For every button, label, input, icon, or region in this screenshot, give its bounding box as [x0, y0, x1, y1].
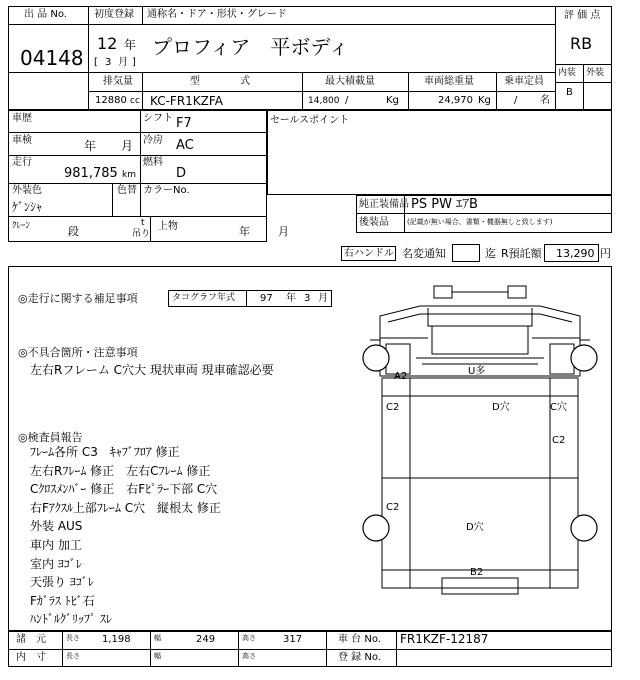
r-deposit-label: R預託額	[501, 247, 542, 260]
displacement-unit: cc	[130, 96, 140, 106]
inspection-month-unit: 月	[121, 139, 134, 153]
ac-label: 冷房	[143, 135, 163, 146]
inner-length-label: 長さ	[66, 652, 80, 660]
name-change-box	[452, 244, 480, 262]
history-label: 車歴	[12, 113, 32, 124]
interior-label: 内装	[558, 68, 577, 78]
inspection-year-unit: 年	[84, 139, 97, 153]
exterior-label: 外装	[586, 68, 605, 78]
ext-color-label: 外装色	[12, 185, 42, 196]
crane-ton-unit: t	[141, 218, 145, 228]
aftermarket-label: 後装品	[359, 217, 389, 228]
lot-label: 出 品 No.	[24, 9, 67, 20]
report-line: 車内 加工	[30, 537, 82, 552]
model-code: KC-FR1KZFA	[150, 94, 223, 108]
color-change-label: 色替	[117, 185, 137, 196]
lost-label: 迄	[485, 247, 496, 260]
defects-label: ◎不具合箇所・注意事項	[18, 346, 138, 359]
damage-label: C2	[386, 502, 400, 513]
mileage-value: 981,785	[64, 166, 118, 181]
damage-label: D穴	[466, 522, 484, 533]
mounted-label: 上物	[158, 221, 178, 232]
report-line: Fｶﾞﾗｽ ﾄﾋﾞ石	[30, 593, 95, 608]
damage-label: A2	[394, 371, 408, 382]
damage-label: U多	[468, 366, 486, 377]
report-line: 左右Rﾌﾚｰﾑ 修正 左右Cﾌﾚｰﾑ 修正	[30, 463, 211, 478]
report-line: ﾌﾚｰﾑ各所 C3 ｷｬﾌﾞﾌﾛｱ 修正	[30, 445, 180, 459]
gross-weight-label: 車両総重量	[424, 76, 474, 87]
width-value: 249	[196, 634, 216, 645]
report-line: 外装 AUS	[30, 519, 83, 534]
reg-no-label: 登 録 No.	[338, 652, 381, 663]
damage-label: C2	[386, 402, 400, 413]
max-load-unit: Kg	[386, 95, 399, 106]
displacement-value: 12880	[95, 95, 127, 106]
height-label: 高さ	[242, 634, 256, 642]
interior-grade: B	[566, 87, 573, 98]
inspection-label: 車検	[12, 135, 32, 146]
max-load-value: 14,800	[308, 96, 340, 106]
reg-year: 12	[97, 34, 118, 53]
mileage-unit: km	[122, 170, 136, 180]
overall-grade: RB	[570, 34, 593, 53]
tacho-month-unit: 月	[318, 293, 328, 304]
name-change-label: 名変通知	[402, 247, 446, 260]
model-type-label: 型 式	[190, 76, 250, 87]
r-deposit-value: 13,290	[556, 247, 595, 260]
damage-label: B2	[470, 567, 484, 578]
tacho-year: 97	[260, 293, 273, 304]
first-reg-label: 初度登録	[94, 9, 134, 20]
mileage-label: 走行	[12, 157, 32, 168]
chassis-label: 車 台 No.	[338, 634, 381, 645]
fuel-label: 燃料	[143, 157, 163, 168]
ac-value: AC	[176, 138, 194, 153]
defects-text: 左右Rフレーム C穴大 現状車両 現車確認必要	[30, 363, 274, 377]
tacho-year-unit: 年	[286, 293, 296, 304]
report-line: 天張り ﾖｺﾞﾚ	[30, 575, 94, 590]
dims-label: 諸 元	[16, 634, 46, 645]
height-value: 317	[283, 634, 303, 645]
lot-number: 04148	[20, 46, 84, 70]
details-table	[8, 110, 267, 242]
report-line: Cｸﾛｽﾒﾝﾊﾞｰ 修正 右Fﾋﾟﾗｰ下部 C穴	[30, 482, 218, 497]
inner-dims-label: 内 寸	[16, 652, 46, 663]
inner-height-label: 高さ	[242, 652, 256, 660]
capacity-sep: /	[514, 95, 518, 106]
sales-points-label: セールスポイント	[270, 115, 350, 126]
report-line: 右Fｱｸｽﾙ上部ﾌﾚｰﾑ C穴 縦根太 修正	[30, 500, 221, 515]
tacho-month: 3	[304, 293, 311, 304]
inspector-label: ◎検査員報告	[18, 431, 83, 444]
capacity-unit: 名	[540, 95, 550, 106]
shift-label: シフト	[143, 113, 173, 124]
reg-month: 3	[105, 57, 112, 68]
inspector-report	[30, 443, 221, 629]
desc-label: 通称名・ドア・形状・グレード	[147, 9, 287, 20]
tacho-label: タコグラフ年式	[172, 293, 236, 303]
shift-value: F7	[176, 116, 192, 131]
max-load-label: 最大積載量	[325, 76, 375, 87]
report-line: 室内 ﾖｺﾞﾚ	[30, 556, 82, 571]
damage-label: C2	[552, 435, 566, 446]
crane-lift-unit: 吊り	[132, 229, 151, 239]
model-name: プロフィア 平ボディ	[152, 35, 349, 59]
reg-year-unit: 年	[124, 38, 137, 52]
capacity-label: 乗車定員	[504, 76, 544, 87]
report-line: ﾊﾝﾄﾞﾙｸﾞﾘｯﾌﾟ ｽﾚ	[30, 612, 112, 627]
color-code-label: カラーNo.	[143, 185, 190, 196]
gross-weight-value: 24,970	[438, 95, 473, 106]
length-label: 長さ	[66, 634, 80, 642]
gross-weight-unit: Kg	[478, 95, 491, 106]
steering-value: 右ハンドル	[344, 248, 394, 259]
mounted-year-unit: 年	[239, 225, 250, 238]
equipment-value: PS PW ｴｱB	[411, 197, 478, 212]
max-load-sep: /	[345, 95, 349, 106]
inner-width-label: 幅	[154, 652, 161, 660]
grade-label: 評 価 点	[564, 10, 601, 21]
displacement-label: 排気量	[103, 76, 133, 87]
r-deposit-unit: 円	[600, 247, 611, 260]
mounted-month-unit: 月	[278, 225, 289, 238]
chassis-value: FR1KZF-12187	[400, 632, 489, 646]
equipment-label: 純正装備品	[359, 199, 409, 210]
crane-stage-unit: 段	[68, 225, 79, 238]
truck-diagram	[360, 278, 600, 598]
width-label: 幅	[154, 634, 161, 642]
damage-label: D穴	[492, 402, 510, 413]
length-value: 1,198	[102, 634, 131, 645]
damage-label: C穴	[550, 402, 567, 413]
fuel-value: D	[176, 166, 187, 181]
reg-month-unit: 月	[118, 57, 128, 68]
aftermarket-note: (記載が無い場合、書類・機器無しと致します)	[407, 218, 553, 226]
crane-label: ｸﾚｰﾝ	[12, 221, 31, 231]
ext-color-value: ｹﾞﾝｼｬ	[12, 200, 43, 214]
supplement-label: ◎走行に関する補足事項	[18, 292, 138, 305]
